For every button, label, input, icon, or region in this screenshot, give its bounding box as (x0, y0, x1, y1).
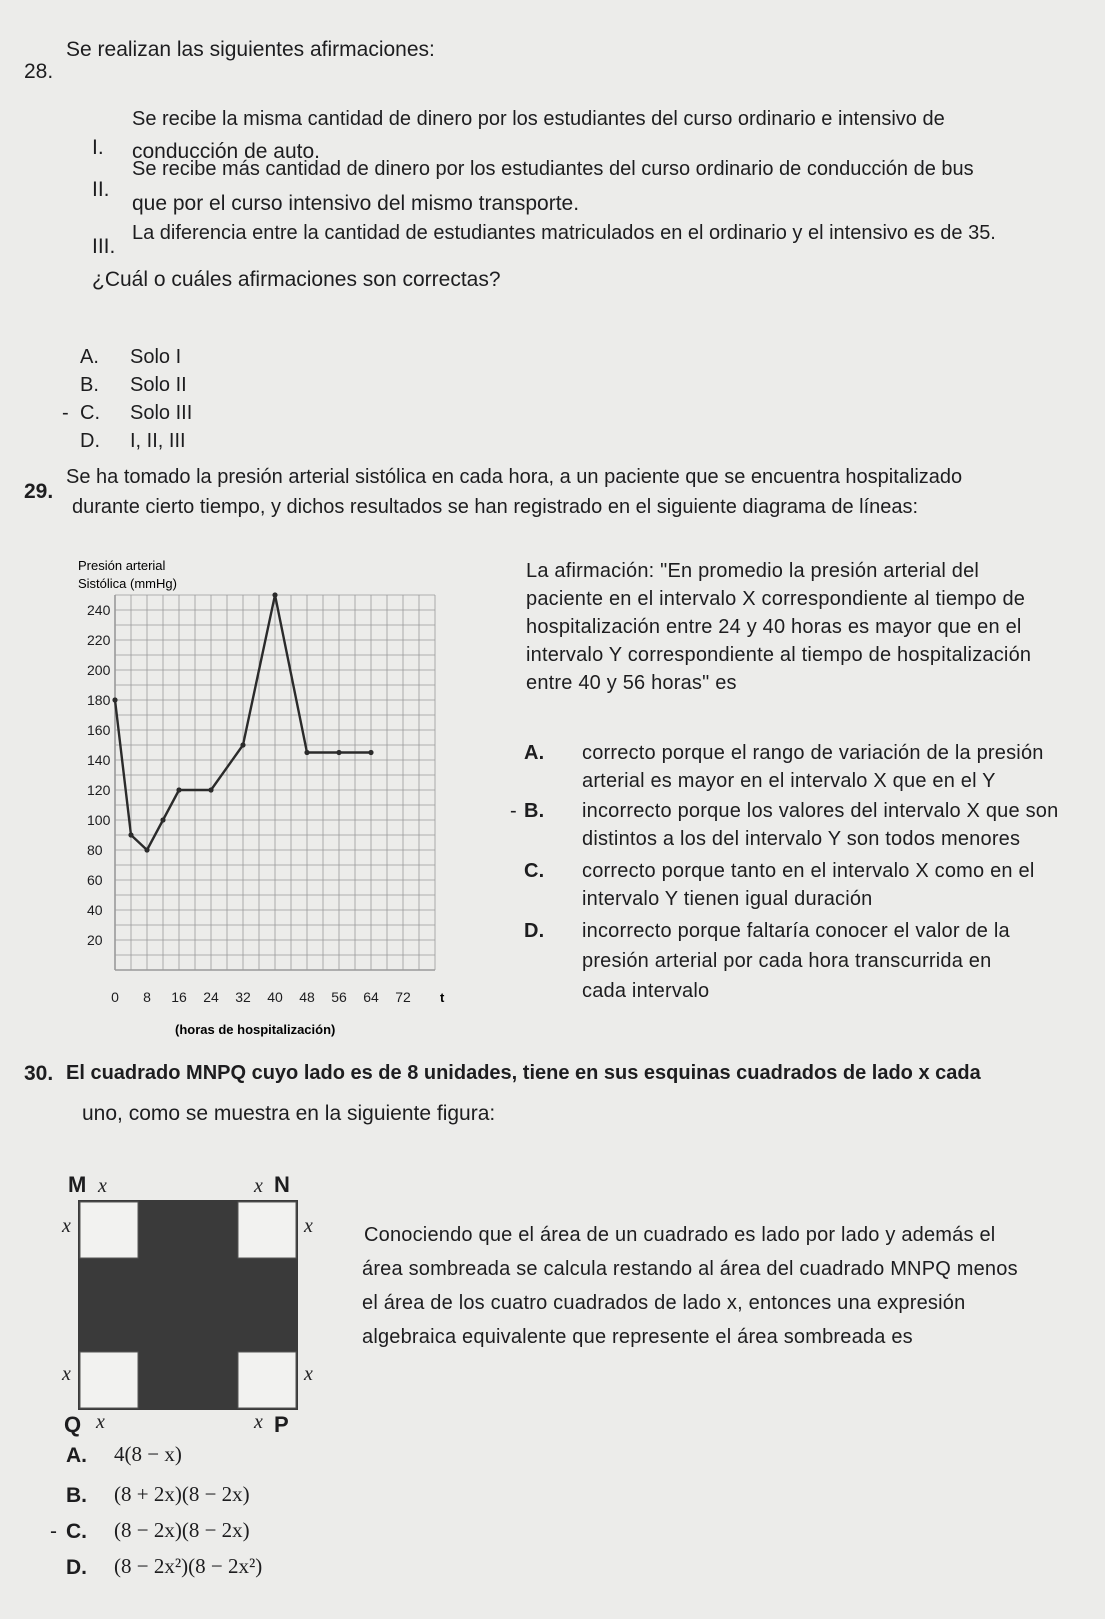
q29-option-c-letter[interactable]: C. (524, 860, 545, 882)
q29-option-c-line2[interactable]: intervalo Y tienen igual duración (582, 888, 873, 910)
q28-option-c-text[interactable]: Solo III (130, 402, 193, 424)
chart-y-tick-label: 160 (87, 722, 111, 738)
label-x-left-top: x (62, 1215, 71, 1237)
chart-data-point (208, 787, 213, 792)
q28-number: 28. (24, 60, 54, 83)
label-m: M (68, 1172, 87, 1197)
q28-roman-2: II. (92, 178, 110, 201)
chart-data-point (272, 592, 277, 597)
q29-option-b-line1[interactable]: incorrecto porque los valores del intervalo X que son (582, 800, 1059, 822)
label-x-right-bottom: x (304, 1363, 313, 1385)
chart-x-tick-label: 72 (395, 989, 411, 1005)
q29-option-d-line1[interactable]: incorrecto porque faltaría conocer el valor de la (582, 920, 1010, 942)
corner-square-n (238, 1202, 296, 1258)
label-p: P (274, 1412, 289, 1437)
q29-statement-line2: paciente en el intervalo X correspondiente al tiempo de (526, 588, 1026, 610)
q30-option-b-text[interactable]: (8 + 2x)(8 − 2x) (114, 1482, 250, 1506)
q30-option-b-letter[interactable]: B. (66, 1484, 87, 1507)
q28-roman-1: I. (92, 136, 104, 159)
q28-option-c-mark: - (62, 402, 69, 424)
label-n: N (274, 1172, 290, 1197)
q29-option-d-line2[interactable]: presión arterial por cada hora transcurrida en (582, 950, 992, 972)
q30-option-d-text[interactable]: (8 − 2x²)(8 − 2x²) (114, 1554, 263, 1578)
q29-statement-line3: hospitalización entre 24 y 40 horas es mayor que en el (526, 616, 1022, 638)
q29-line1: Se ha tomado la presión arterial sistólica en cada hora, a un paciente que se encuentra hospitalizado (66, 466, 963, 488)
label-q: Q (64, 1412, 82, 1437)
chart-y-tick-label: 40 (87, 902, 103, 918)
q28-option-a-text[interactable]: Solo I (130, 346, 182, 368)
label-x-top-left: x (98, 1175, 107, 1197)
q29-option-a-line2[interactable]: arterial es mayor en el intervalo X que en el Y (582, 770, 996, 792)
q30-text-line2: área sombreada se calcula restando al área del cuadrado MNPQ menos (362, 1258, 1018, 1280)
q28-roman-3: III. (92, 235, 116, 258)
chart-y-tick-label: 80 (87, 842, 103, 858)
chart-data-point (176, 787, 181, 792)
q30-line2: uno, como se muestra en la siguiente figura: (82, 1102, 496, 1125)
chart-x-tick-label: 64 (363, 989, 379, 1005)
chart-y-tick-label: 140 (87, 752, 111, 768)
chart-data-point (112, 697, 117, 702)
chart-y-tick-label: 240 (87, 602, 111, 618)
q28-statement-1-line2: conducción de auto. (132, 140, 320, 163)
chart-x-tick-label: 8 (143, 989, 151, 1005)
chart-y-tick-label: 20 (87, 932, 103, 948)
q29-option-a-letter[interactable]: A. (524, 742, 545, 764)
chart-grid (115, 595, 435, 970)
q28-option-b-text[interactable]: Solo II (130, 374, 187, 396)
chart-x-tick-label: 24 (203, 989, 219, 1005)
q28-question: ¿Cuál o cuáles afirmaciones son correctas? (92, 268, 501, 291)
chart-xlabel: (horas de hospitalización) (175, 1022, 336, 1037)
q29-statement-line5: entre 40 y 56 horas" es (526, 672, 737, 694)
corner-square-p (238, 1352, 296, 1408)
label-x-right-top: x (304, 1215, 313, 1237)
q29-number: 29. (24, 480, 54, 503)
q30-text-line1: Conociendo que el área de un cuadrado es lado por lado y además el (364, 1224, 996, 1246)
q28-statement-1-line1: Se recibe la misma cantidad de dinero por los estudiantes del curso ordinario e intensivo de (132, 108, 945, 130)
chart-y-tick-label: 100 (87, 812, 111, 828)
chart-x-tick-label: 16 (171, 989, 187, 1005)
q29-option-b-line2[interactable]: distintos a los del intervalo Y son todos menores (582, 828, 1021, 850)
label-x-bottom-right: x (254, 1411, 263, 1433)
q29-option-d-line3[interactable]: cada intervalo (582, 980, 710, 1002)
mnpq-square-figure (50, 1170, 350, 1440)
chart-data-point (160, 817, 165, 822)
corner-square-q (80, 1352, 138, 1408)
q28-option-c-letter[interactable]: C. (80, 402, 100, 424)
q30-option-c-text[interactable]: (8 − 2x)(8 − 2x) (114, 1518, 250, 1542)
q28-option-b-letter[interactable]: B. (80, 374, 99, 396)
q29-option-c-line1[interactable]: correcto porque tanto en el intervalo X como en el (582, 860, 1035, 882)
q30-number: 30. (24, 1062, 54, 1085)
chart-ticks (87, 602, 411, 1005)
chart-data-point (144, 847, 149, 852)
chart-data-point (128, 832, 133, 837)
label-x-bottom-left: x (96, 1411, 105, 1433)
q28-statement-3-line1: La diferencia entre la cantidad de estudiantes matriculados en el ordinario y el intensivo es de 35. (132, 222, 996, 244)
q29-option-b-letter[interactable]: B. (524, 800, 545, 822)
q30-option-a-text[interactable]: 4(8 − x) (114, 1442, 182, 1466)
chart-ylabel-line1: Presión arterial (78, 558, 166, 573)
chart-data-point (368, 750, 373, 755)
q30-text-line3: el área de los cuatro cuadrados de lado x, entonces una expresión (362, 1292, 966, 1314)
q30-option-a-letter[interactable]: A. (66, 1444, 87, 1467)
chart-y-tick-label: 180 (87, 692, 111, 708)
corner-square-m (80, 1202, 138, 1258)
label-x-left-bottom: x (62, 1363, 71, 1385)
q28-statement-2-line2: que por el curso intensivo del mismo transporte. (132, 192, 580, 215)
q29-option-a-line1[interactable]: correcto porque el rango de variación de la presión (582, 742, 1044, 764)
q28-statement-2-line1: Se recibe más cantidad de dinero por los estudiantes del curso ordinario de conducción de bus (132, 158, 974, 180)
chart-y-tick-label: 220 (87, 632, 111, 648)
chart-x-tick-label: 40 (267, 989, 283, 1005)
q28-intro: Se realizan las siguientes afirmaciones: (66, 38, 435, 61)
q28-option-d-letter[interactable]: D. (80, 430, 100, 452)
chart-data-point (240, 742, 245, 747)
q30-text-line4: algebraica equivalente que represente el área sombreada es (362, 1326, 913, 1348)
chart-x-axis-symbol: t (440, 990, 445, 1005)
chart-x-tick-label: 56 (331, 989, 347, 1005)
chart-x-tick-label: 32 (235, 989, 251, 1005)
chart-x-tick-label: 0 (111, 989, 119, 1005)
chart-data-point (336, 750, 341, 755)
q30-line1: El cuadrado MNPQ cuyo lado es de 8 unidades, tiene en sus esquinas cuadrados de lado x cada (66, 1062, 981, 1084)
chart-x-tick-label: 48 (299, 989, 315, 1005)
q28-option-d-text[interactable]: I, II, III (130, 430, 186, 452)
chart-y-tick-label: 120 (87, 782, 111, 798)
label-x-top-right: x (254, 1175, 263, 1197)
blood-pressure-line-chart (60, 550, 520, 1040)
q30-option-c-mark: - (50, 1520, 57, 1543)
q29-statement-line1: La afirmación: "En promedio la presión arterial del (526, 560, 980, 582)
chart-y-tick-label: 200 (87, 662, 111, 678)
q29-line2: durante cierto tiempo, y dichos resultados se han registrado en el siguiente diagrama de líneas: (72, 496, 919, 518)
chart-data-point (304, 750, 309, 755)
q29-option-d-letter[interactable]: D. (524, 920, 545, 942)
chart-y-tick-label: 60 (87, 872, 103, 888)
q30-option-d-letter[interactable]: D. (66, 1556, 87, 1579)
chart-ylabel-line2: Sistólica (mmHg) (78, 576, 177, 591)
q30-option-c-letter[interactable]: C. (66, 1520, 87, 1543)
q29-option-b-mark: - (510, 800, 517, 822)
q29-statement-line4: intervalo Y correspondiente al tiempo de hospitalización (526, 644, 1032, 666)
q28-option-a-letter[interactable]: A. (80, 346, 99, 368)
